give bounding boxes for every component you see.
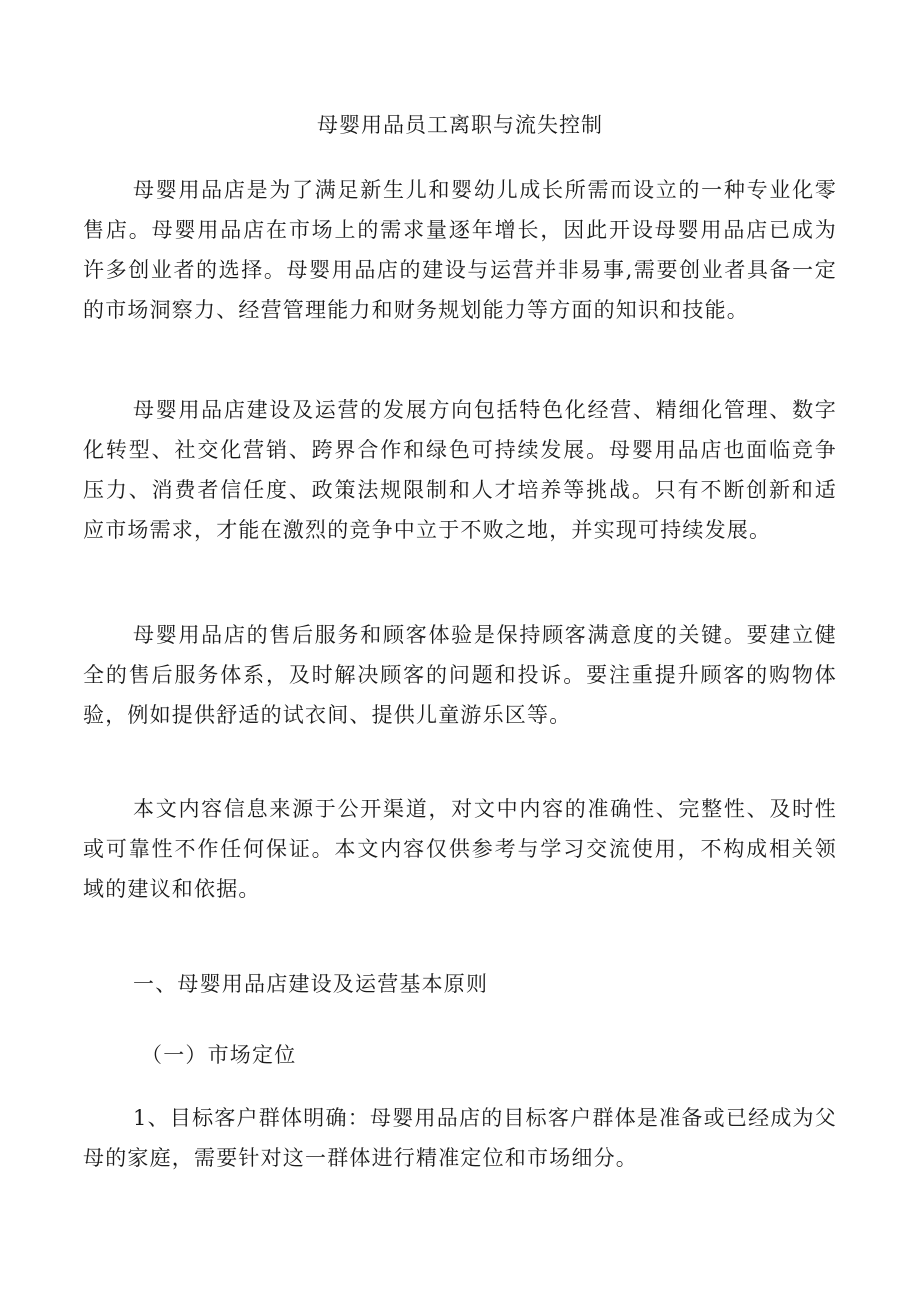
- paragraph-development: 母婴用品店建设及运营的发展方向包括特色化经营、精细化管理、数字化转型、社交化营销、跨界合作和绿色可持续发展。母婴用品店也面临竞争压力、消费者信任度、政策法规限制和人才培养等挑战。只有不断创新和适应市场需求，才能在激烈的竞争中立于不败之地，并实现可持续发展。: [83, 398, 837, 542]
- paragraph-disclaimer: 本文内容信息来源于公开渠道，对文中内容的准确性、完整性、及时性或可靠性不作任何保证。本文内容仅供参考与学习交流使用，不构成相关领域的建议和依据。: [83, 797, 837, 901]
- document-title: 母婴用品员工离职与流失控制: [317, 113, 603, 137]
- paragraph-after-sales: 母婴用品店的售后服务和顾客体验是保持顾客满意度的关键。要建立健全的售后服务体系，及时解决顾客的问题和投诉。要注重提升顾客的购物体验，例如提供舒适的试衣间、提供儿童游乐区等。: [83, 623, 837, 727]
- paragraph-intro: 母婴用品店是为了满足新生儿和婴幼儿成长所需而设立的一种专业化零售店。母婴用品店在市场上的需求量逐年增长，因此开设母婴用品店已成为许多创业者的选择。母婴用品店的建设与运营并非易事,需要创业者具备一定的市场洞察力、经营管理能力和财务规划能力等方面的知识和技能。: [83, 178, 837, 322]
- section-heading: 一、母婴用品店建设及运营基本原则: [133, 972, 489, 996]
- subsection-heading: （一）市场定位: [141, 1043, 297, 1067]
- list-item: 1、目标客户群体明确：母婴用品店的目标客户群体是准备或已经成为父母的家庭，需要针对这一群体进行精准定位和市场细分。: [83, 1106, 837, 1170]
